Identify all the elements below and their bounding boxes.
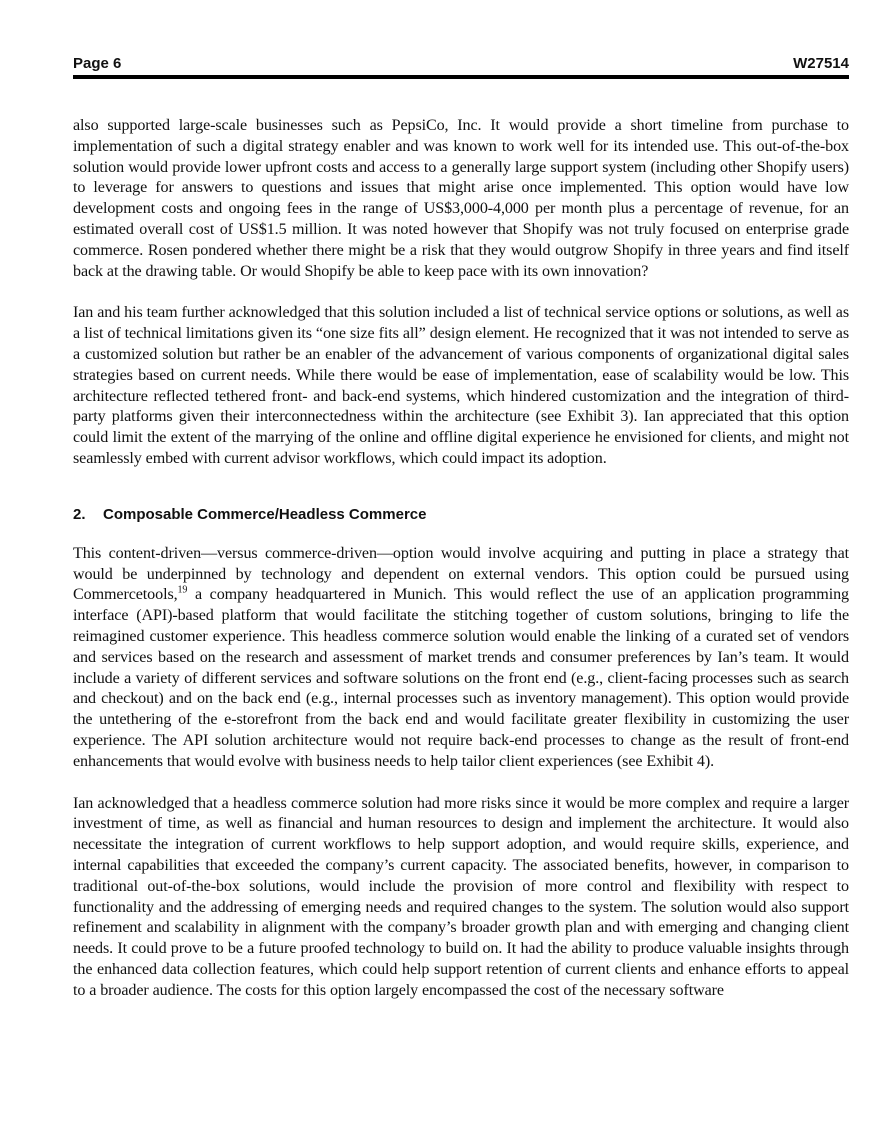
section-title: Composable Commerce/Headless Commerce <box>103 505 427 523</box>
footnote-ref: 19 <box>177 584 188 596</box>
paragraph-3-start: This content-driven—versus commerce-driven—option would involve acquiring and putting in place a strategy that would be underpinned by technology and dependent on external vendors. This option could be pursued using Commercetools, <box>73 544 849 604</box>
page-number: Page 6 <box>73 55 122 72</box>
document-body <box>73 116 849 1022</box>
paragraph-1: also supported large-scale businesses such as PepsiCo, Inc. It would provide a short timeline from purchase to implementation of such a digital strategy enabler and was known to work well for its intended use. This out-of-the-box solution would provide lower upfront costs and access to a generally large support system (including other Shopify users) to leverage for answers to questions and issues that might arise once implemented. This option would have low development costs and ongoing fees in the range of US$3,000-4,000 per month plus a percentage of revenue, for an estimated overall cost of US$1.5 million. It was noted however that Shopify was not truly focused on enterprise grade commerce. Rosen pondered whether there might be a risk that they would outgrow Shopify in three years and find itself back at the drawing table. Or would Shopify be able to keep pace with its own innovation? <box>73 117 849 280</box>
header-rule <box>73 75 849 79</box>
section-number: 2. <box>73 505 86 523</box>
page-header <box>73 54 849 74</box>
paragraph-4: Ian acknowledged that a headless commerce solution had more risks since it would be more complex and require a larger investment of time, as well as financial and human resources to design and implement the architecture. It would also necessitate the integration of current workflows to help support adoption, and would require skills, experience, and internal capabilities that exceeded the company’s current capacity. The associated benefits, however, in comparison to traditional out-of-the-box solutions, would include the provision of more control and flexibility with respect to functionality and the addressing of emerging needs and required changes to the system. The solution would also support refinement and scalability in alignment with the company’s broader growth plan and with emerging and changing client needs. It could prove to be a future proofed technology to build on. It had the ability to produce valuable insights through the enhanced data collection features, which could help support retention of current clients and enhance efforts to appeal to a broader audience. The costs for this option largely encompassed the cost of the necessary software <box>73 794 849 999</box>
paragraph-2: Ian and his team further acknowledged that this solution included a list of technical service options or solutions, as well as a list of technical limitations given its “one size fits all” design element. He recognized that it was not intended to serve as a customized solution but rather be an enabler of the advancement of various components of organizational digital sales strategies based on current needs. While there would be ease of implementation, ease of scalability would be low. This architecture reflected tethered front- and back-end systems, which hindered customization and the integration of third-party platforms given their interconnectedness within the architecture (see Exhibit 3). Ian appreciated that this option could limit the extent of the marrying of the online and offline digital experience he envisioned for clients, and might not seamlessly embed with current advisor workflows, which could impact its adoption. <box>73 304 849 467</box>
paragraph-3 <box>73 544 849 773</box>
paragraph-3-end: a company headquartered in Munich. This would reflect the use of an application programming interface (API)-based platform that would facilitate the stitching together of custom solutions, bringing to life the reimagined customer experience. This headless commerce solution would enable the linking of a curated set of vendors and services based on the research and assessment of market trends and consumer preferences by Ian’s team. It would include a variety of different services and software solutions on the front end (e.g., client-facing processes such as search and checkout) and on the back end (e.g., internal processes such as inventory management). This option would provide the untethering of the e-storefront from the back end and would facilitate greater flexibility in customizing the user experience. The API solution architecture would not require back-end processes to change as the result of front-end enhancements that would evolve with business needs to help tailor client experiences (see Exhibit 4). <box>73 586 849 770</box>
case-id: W27514 <box>793 55 849 72</box>
section-heading <box>73 505 849 525</box>
